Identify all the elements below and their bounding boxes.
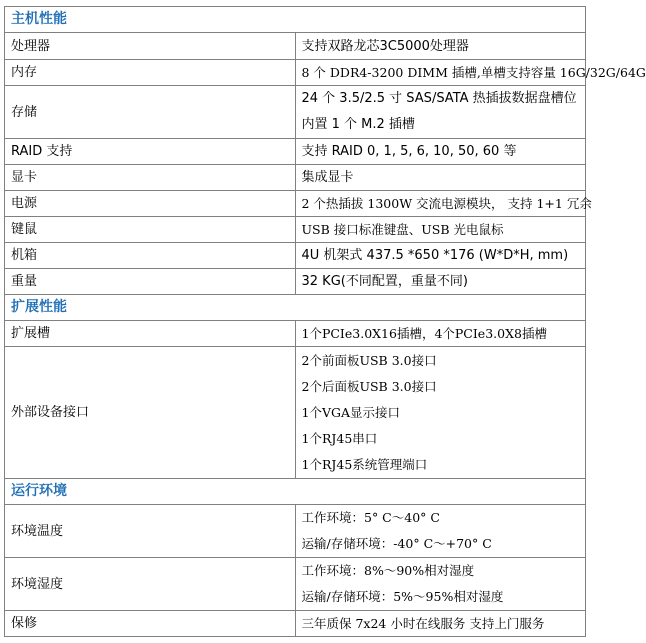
row-value: 1个PCIe3.0X16插槽，4个PCIe3.0X8插槽 [295,321,586,347]
value-line: 运输/存储环境：5%～95%相对湿度 [301,589,504,604]
row-value: 集成显卡 [295,165,586,191]
row-label: 保修 [5,611,296,637]
row-value: USB 接口标准键盘、USB 光电鼠标 [295,217,586,243]
row-label: 存储 [5,86,296,139]
section-title: 主机性能 [5,7,586,33]
table-row [5,33,586,60]
row-value-multiline [295,505,586,558]
row-label: 显卡 [5,165,296,191]
row-label: 扩展槽 [5,321,296,347]
row-value: 32 KG(不同配置，重量不同) [295,269,586,295]
row-label: 重量 [5,269,296,295]
row-value-multiline [295,347,586,479]
value-line: 工作环境：5° C～40° C [301,510,440,525]
row-label: 内存 [5,60,296,86]
table-row [5,243,586,269]
row-value-multiline [295,86,586,139]
row-label: 键鼠 [5,217,296,243]
row-value: 4U 机架式 437.5 *650 *176 (W*D*H, mm) [295,243,586,269]
section-title: 运行环境 [5,479,586,505]
row-value: 三年质保 7x24 小时在线服务 支持上门服务 [295,611,586,637]
spec-table [4,6,646,637]
value-line: 2个后面板USB 3.0接口 [301,378,437,394]
row-value: 8 个 DDR4-3200 DIMM 插槽,单槽支持容量 16G/32G/64G [295,60,586,86]
row-label: 机箱 [5,243,296,269]
table-row [5,86,586,139]
row-label: RAID 支持 [5,139,296,165]
value-line: 2个前面板USB 3.0接口 [301,352,437,368]
row-label: 外部设备接口 [5,347,296,479]
value-line: 1个RJ45系统管理端口 [301,456,428,472]
row-label: 处理器 [5,33,296,60]
row-value: 支持 RAID 0, 1, 5, 6, 10, 50, 60 等 [295,139,586,165]
table-row [5,505,586,558]
table-row [5,269,586,295]
section-title: 扩展性能 [5,295,586,321]
row-label: 电源 [5,191,296,217]
table-row [5,321,586,347]
table-row [5,60,586,86]
value-line: 工作环境：8%～90%相对湿度 [301,563,475,578]
table-row [5,611,586,637]
section-header-row [5,479,586,505]
row-label: 环境温度 [5,505,296,558]
row-value: 2 个热插拔 1300W 交流电源模块， 支持 1+1 冗余 [295,191,586,217]
table-row [5,217,586,243]
row-value: 支持双路龙芯3C5000处理器 [295,33,586,60]
table-row [5,165,586,191]
row-value-multiline [295,558,586,611]
section-header-row [5,295,586,321]
section-header-row [5,7,586,33]
table-row [5,139,586,165]
value-line: 24 个 3.5/2.5 寸 SAS/SATA 热插拔数据盘槽位 [301,91,577,106]
row-label: 环境湿度 [5,558,296,611]
value-line: 1个RJ45串口 [301,430,378,446]
table-row [5,558,586,611]
table-row [5,191,586,217]
value-line: 运输/存储环境：-40° C～+70° C [301,536,492,551]
table-row [5,347,586,479]
value-line: 内置 1 个 M.2 插槽 [301,117,415,132]
value-line: 1个VGA显示接口 [301,404,400,420]
